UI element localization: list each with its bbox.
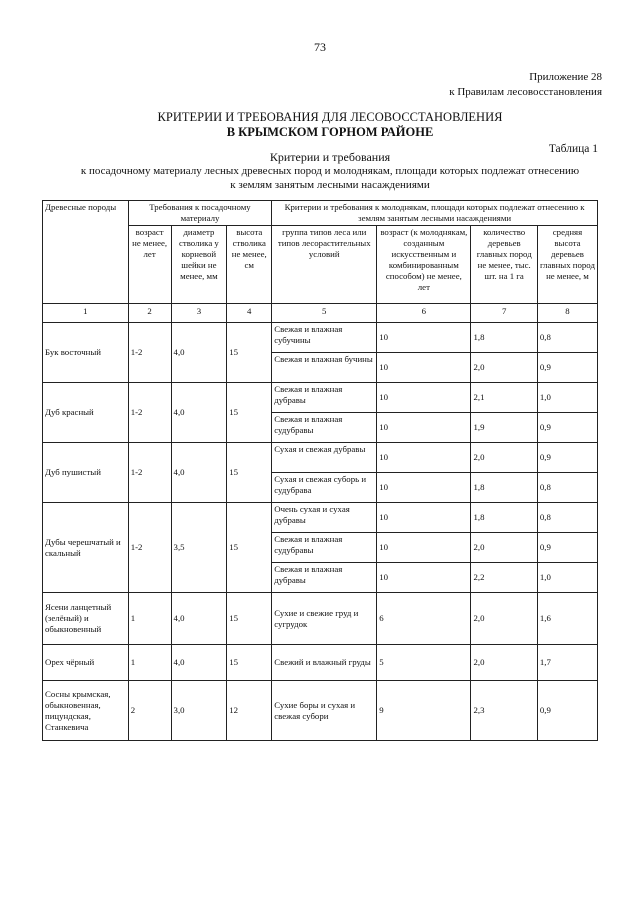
species-cell: Ясени ланцетный (зелёный) и обыкновенный <box>43 593 129 645</box>
species-cell: Орех чёрный <box>43 645 129 681</box>
avg-height-cell: 1,7 <box>537 645 597 681</box>
planting-age-cell: 1 <box>128 645 171 681</box>
young-age-cell: 10 <box>377 353 471 383</box>
forest-type-cell: Свежая и влажная дубравы <box>272 383 377 413</box>
forest-type-cell: Свежая и влажная судубравы <box>272 413 377 443</box>
column-number: 3 <box>171 304 227 323</box>
tree-count-cell: 2,0 <box>471 533 537 563</box>
tree-count-cell: 2,0 <box>471 593 537 645</box>
height-cell: 15 <box>227 323 272 383</box>
tree-count-cell: 1,8 <box>471 323 537 353</box>
forest-type-cell: Сухие и свежие груд и сугрудок <box>272 593 377 645</box>
table-label: Таблица 1 <box>548 143 598 155</box>
planting-age-cell: 2 <box>128 681 171 741</box>
appendix-line-1: Приложение 28 <box>529 71 602 83</box>
table-row <box>43 593 598 645</box>
column-number: 7 <box>471 304 537 323</box>
forest-type-cell: Сухие боры и сухая и свежая субори <box>272 681 377 741</box>
table-row <box>43 443 598 473</box>
criteria-table <box>42 200 598 741</box>
forest-type-cell: Сухая и свежая суборь и судубрава <box>272 473 377 503</box>
diameter-cell: 3,0 <box>171 681 227 741</box>
young-age-cell: 10 <box>377 473 471 503</box>
title-line-2: В КРЫМСКОМ ГОРНОМ РАЙОНЕ <box>226 125 434 139</box>
title-line-1: КРИТЕРИИ И ТРЕБОВАНИЯ ДЛЯ ЛЕСОВОССТАНОВЛЕНИЯ <box>157 110 503 124</box>
header-diameter: диаметр стволика у корневой шейки не менее, мм <box>171 226 227 304</box>
header-young-stands: Критерии и требования к молоднякам, площади которых подлежат отнесению к землям занятым лесными насаждениями <box>272 201 598 226</box>
young-age-cell: 5 <box>377 645 471 681</box>
young-age-cell: 10 <box>377 533 471 563</box>
young-age-cell: 10 <box>377 503 471 533</box>
appendix-line-2: к Правилам лесовосстановления <box>449 86 602 98</box>
document-title <box>0 110 640 140</box>
tree-count-cell: 2,0 <box>471 443 537 473</box>
header-age: возраст не менее, лет <box>128 226 171 304</box>
table-row <box>43 645 598 681</box>
height-cell: 15 <box>227 443 272 503</box>
avg-height-cell: 0,8 <box>537 323 597 353</box>
avg-height-cell: 0,8 <box>537 503 597 533</box>
diameter-cell: 4,0 <box>171 383 227 443</box>
tree-count-cell: 2,2 <box>471 563 537 593</box>
avg-height-cell: 0,9 <box>537 681 597 741</box>
avg-height-cell: 0,9 <box>537 413 597 443</box>
tree-count-cell: 1,9 <box>471 413 537 443</box>
young-age-cell: 6 <box>377 593 471 645</box>
avg-height-cell: 0,9 <box>537 353 597 383</box>
species-cell: Сосны крымская, обыкновенная, пицундская, Станкевича <box>43 681 129 741</box>
header-forest-type: группа типов леса или типов лесорастительных условий <box>272 226 377 304</box>
forest-type-cell: Очень сухая и сухая дубравы <box>272 503 377 533</box>
tree-count-cell: 2,0 <box>471 645 537 681</box>
height-cell: 15 <box>227 593 272 645</box>
forest-type-cell: Свежий и влажный груды <box>272 645 377 681</box>
young-age-cell: 10 <box>377 383 471 413</box>
column-number: 1 <box>43 304 129 323</box>
page-number: 73 <box>314 40 326 54</box>
tree-count-cell: 1,8 <box>471 503 537 533</box>
header-species: Древесные породы <box>43 201 129 304</box>
column-number: 5 <box>272 304 377 323</box>
avg-height-cell: 0,9 <box>537 533 597 563</box>
header-young-age: возраст (к молоднякам, созданным искусственным и комбинированным способом) не менее, лет <box>377 226 471 304</box>
species-cell: Дуб пушистый <box>43 443 129 503</box>
height-cell: 15 <box>227 645 272 681</box>
header-planting-material: Требования к посадочному материалу <box>128 201 272 226</box>
planting-age-cell: 1-2 <box>128 503 171 593</box>
diameter-cell: 4,0 <box>171 593 227 645</box>
tree-count-cell: 1,8 <box>471 473 537 503</box>
caption-line-3: к землям занятым лесными насаждениями <box>230 179 430 191</box>
species-cell: Дубы черешчатый и скальный <box>43 503 129 593</box>
table-row <box>43 383 598 413</box>
header-height: высота стволика не менее, см <box>227 226 272 304</box>
avg-height-cell: 0,9 <box>537 443 597 473</box>
avg-height-cell: 0,8 <box>537 473 597 503</box>
species-cell: Дуб красный <box>43 383 129 443</box>
planting-age-cell: 1 <box>128 593 171 645</box>
avg-height-cell: 1,0 <box>537 563 597 593</box>
column-number: 2 <box>128 304 171 323</box>
height-cell: 15 <box>227 503 272 593</box>
young-age-cell: 10 <box>377 323 471 353</box>
header-tree-count: количество деревьев главных пород не менее, тыс. шт. на 1 га <box>471 226 537 304</box>
species-cell: Бук восточный <box>43 323 129 383</box>
table-row <box>43 323 598 353</box>
height-cell: 12 <box>227 681 272 741</box>
height-cell: 15 <box>227 383 272 443</box>
forest-type-cell: Свежая и влажная дубравы <box>272 563 377 593</box>
planting-age-cell: 1-2 <box>128 443 171 503</box>
caption-line-1: Критерии и требования <box>269 150 391 164</box>
young-age-cell: 9 <box>377 681 471 741</box>
diameter-cell: 4,0 <box>171 323 227 383</box>
table-row <box>43 681 598 741</box>
avg-height-cell: 1,6 <box>537 593 597 645</box>
column-number-row <box>43 304 598 323</box>
young-age-cell: 10 <box>377 563 471 593</box>
young-age-cell: 10 <box>377 413 471 443</box>
column-number: 8 <box>537 304 597 323</box>
table-row <box>43 503 598 533</box>
diameter-cell: 3,5 <box>171 503 227 593</box>
header-avg-height: средняя высота деревьев главных пород не менее, м <box>537 226 597 304</box>
diameter-cell: 4,0 <box>171 645 227 681</box>
appendix-note <box>449 70 602 100</box>
caption-line-2: к посадочному материалу лесных древесных пород и молоднякам, площади которых подлежат отнесению <box>80 165 580 177</box>
planting-age-cell: 1-2 <box>128 323 171 383</box>
forest-type-cell: Свежая и влажная судубравы <box>272 533 377 563</box>
tree-count-cell: 2,1 <box>471 383 537 413</box>
forest-type-cell: Свежая и влажная бучины <box>272 353 377 383</box>
planting-age-cell: 1-2 <box>128 383 171 443</box>
diameter-cell: 4,0 <box>171 443 227 503</box>
column-number: 6 <box>377 304 471 323</box>
table-caption <box>40 150 620 192</box>
avg-height-cell: 1,0 <box>537 383 597 413</box>
young-age-cell: 10 <box>377 443 471 473</box>
forest-type-cell: Сухая и свежая дубравы <box>272 443 377 473</box>
column-number: 4 <box>227 304 272 323</box>
forest-type-cell: Свежая и влажная субучины <box>272 323 377 353</box>
tree-count-cell: 2,3 <box>471 681 537 741</box>
tree-count-cell: 2,0 <box>471 353 537 383</box>
